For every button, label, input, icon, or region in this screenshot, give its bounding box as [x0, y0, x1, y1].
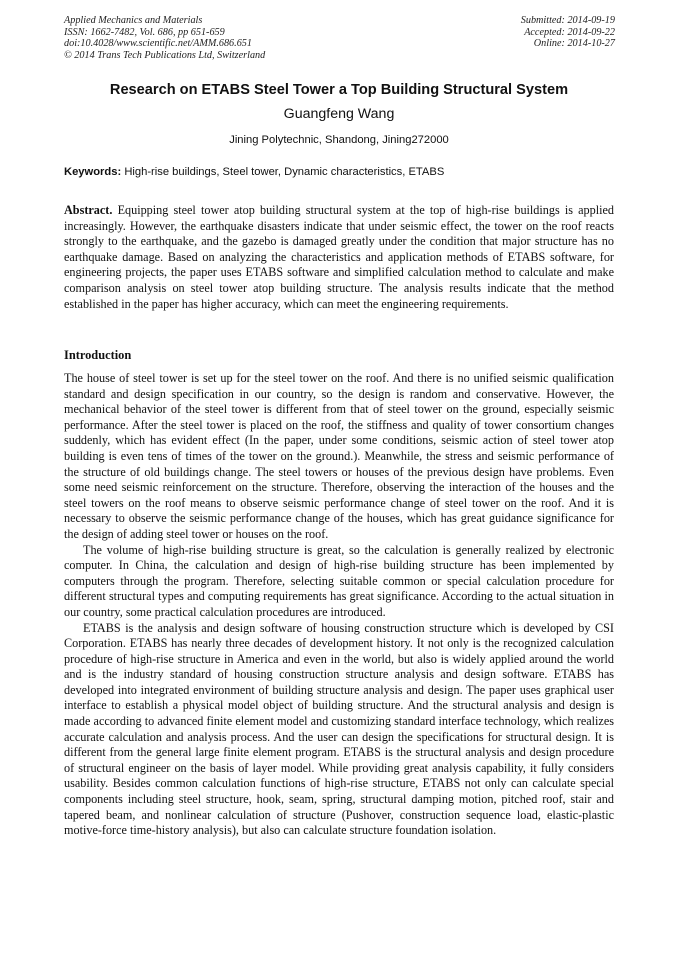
- author-affiliation: Jining Polytechnic, Shandong, Jining272000: [229, 134, 449, 146]
- abstract-text: Equipping steel tower atop building structural system at the top of high-rise buildings is applied increasingly. However, the earthquake disasters indicate that under seismic effect, the tower on the roof reacts strongly to the earthquake, and the gazebo is damaged greatly under the condition that major structure has no earthquake damage. Based on analyzing the characteristics and application methods of ETABS software, for engineering projects, the paper uses ETABS software and simplified calculation method to calculate and make comparison analysis on steel tower atop building structure. The analysis results indicate that the method established in the paper has higher accuracy, which can meet the engineering requirements.: [64, 203, 615, 311]
- paper-title: Research on ETABS Steel Tower a Top Building Structural System: [109, 82, 569, 98]
- journal-name: Applied Mechanics and Materials: [64, 15, 203, 26]
- dates-info: [521, 15, 615, 50]
- keywords-label: Keywords:: [64, 166, 122, 178]
- intro-paragraph-3: ETABS is the analysis and design software of housing construction structure which is developed by CSI Corporation. ETABS has nearly three decades of development history. It not only is the recognized calculation procedure of high-rise structure in America and even in the world, but also is widely applied around the world and is the industry standard of housing construction structure analysis and design software. ETABS has developed into integrated environment of building structure analysis and design. The paper uses graphical user interface to establish a physical model object of building structure. And the structural analysis and design is made according to advanced finite element model and customizing standard interface technology, which realizes accurate calculation and analysis process. And the user can design the specifications for structural design. It is different from the general large finite element program. ETABS is the structural analysis and design procedure of structural engineer on the basis of layer model. While providing great analysis capability, it fully considers usability. Besides common calculation functions of high-rise structure, ETABS not only can calculate special components including steel structure, hook, seam, spring, structural damping motion, pitched roof, stair and tapered beam, and nonlinear calculation of structure (Pushover, construction sequence load, elastic-plastic motive-force time-history analysis), but also can calculate structure foundation isolation.: [64, 620, 614, 838]
- copyright-line: © 2014 Trans Tech Publications Ltd, Switzerland: [64, 49, 266, 61]
- intro-paragraph-1: The house of steel tower is set up for the steel tower on the roof. And there is no unified seismic qualification standard and design specification in our country, so the design is random and conservative. However, the mechanical behavior of the steel tower is different from that of steel tower on the ground, especially seismic performance. After the steel tower is placed on the roof, the stiffness and quality of tower consortium changes suddenly, which has evident effect (In the paper, under some conditions, seismic action of steel tower atop building is even tens of times of the tower on the ground.). Meanwhile, the stress and seismic performance of the structure of old buildings change. The steel towers or houses of the previous design have problems. Even some need seismic reinforcement on the structure. Therefore, observing the interaction of the houses and the steel towers on the roof means to observe seismic performance change of steel tower on the roof. And it is necessary to observe the seismic performance change of the houses, which has great guidance significance for the design of adding steel tower or houses on the roof.: [64, 371, 614, 541]
- accepted-date: Accepted: 2014-09-22: [524, 26, 615, 38]
- online-date: Online: 2014-10-27: [533, 38, 615, 50]
- author-name: Guangfeng Wang: [283, 106, 395, 122]
- submitted-date: Submitted: 2014-09-19: [520, 15, 615, 26]
- doi-line: doi:10.4028/www.scientific.net/AMM.686.651: [64, 38, 252, 50]
- intro-paragraph-2: The volume of high-rise building structure is great, so the calculation is generally realized by electronic computer. In China, the calculation and design of high-rise building structure has been implemented by computers through the program. Therefore, selecting suitable common or special calculation procedure for different structural types and computing requirements has great significance. According to the actual situation in our country, some practical calculation procedures are introduced.: [64, 542, 614, 619]
- section-heading-introduction: Introduction: [64, 348, 132, 362]
- journal-info: [64, 15, 265, 61]
- issn-line: ISSN: 1662-7482, Vol. 686, pp 651-659: [64, 26, 225, 38]
- keywords-text: High-rise buildings, Steel tower, Dynamic characteristics, ETABS: [124, 166, 445, 178]
- abstract-label: Abstract.: [64, 203, 113, 217]
- introduction-body: [64, 371, 614, 839]
- keywords: [64, 166, 616, 178]
- abstract: [64, 203, 614, 312]
